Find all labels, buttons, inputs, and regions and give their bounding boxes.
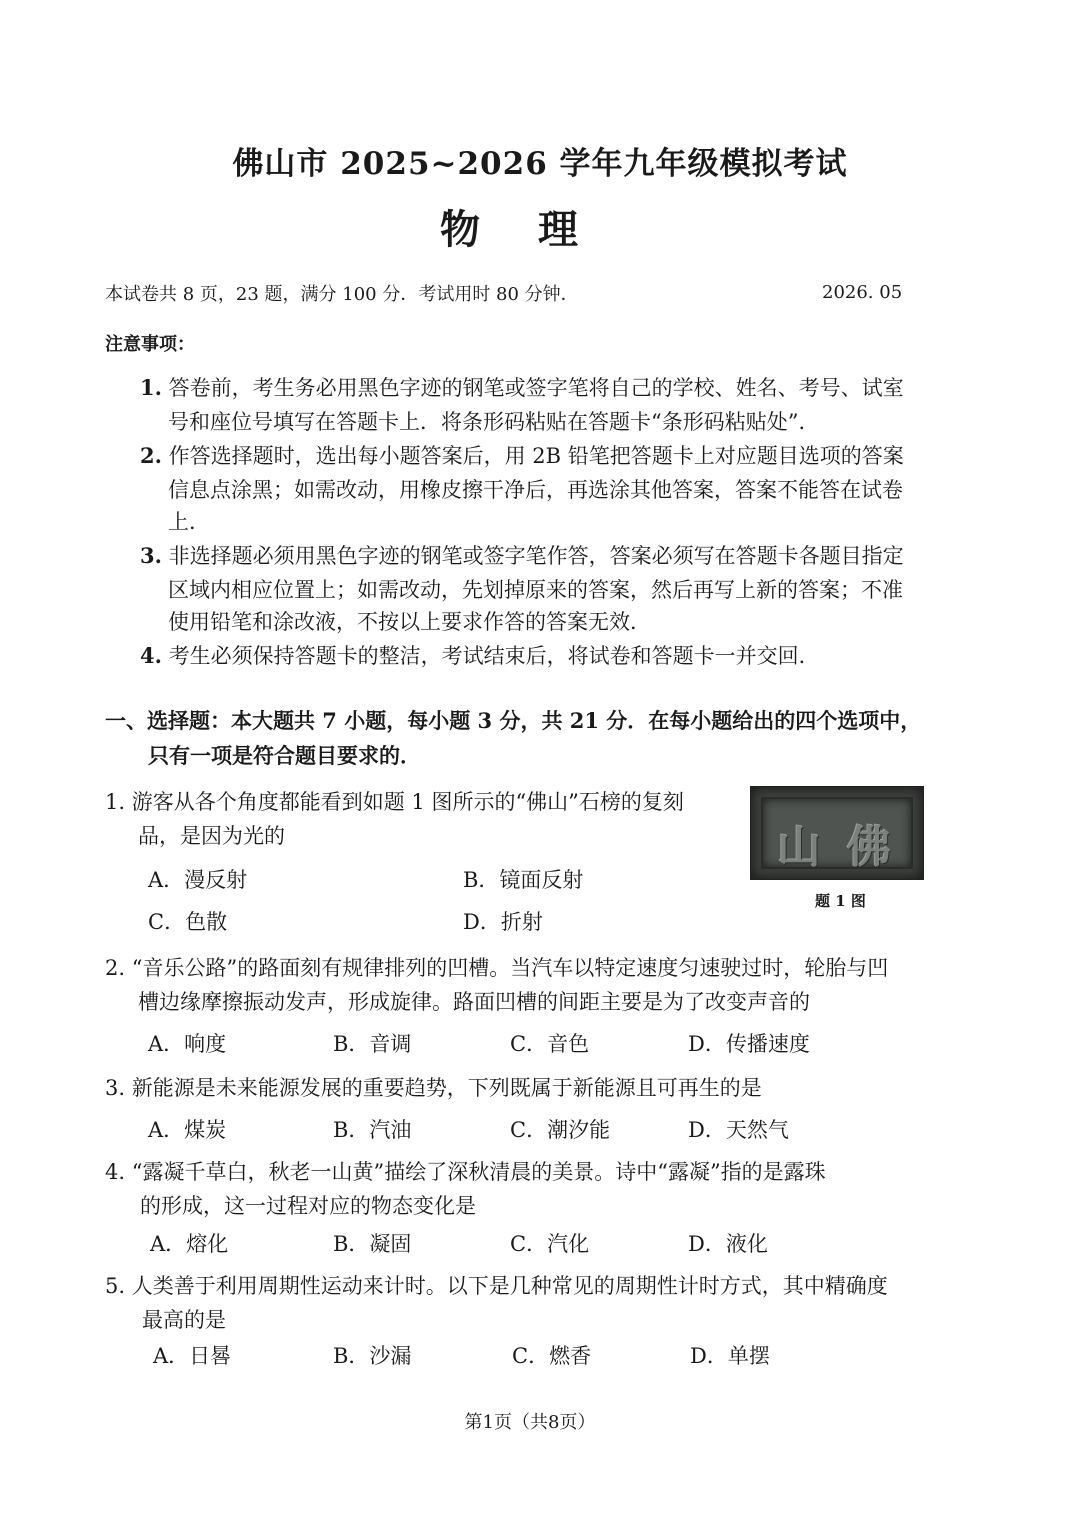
notice-text: 使用铅笔和涂改液，不按以上要求作答的答案无效． [168, 610, 651, 634]
option-a[interactable]: A．漫反射 [148, 868, 248, 892]
question-text: 的形成，这一过程对应的物态变化是 [140, 1194, 476, 1218]
exam-date: 2026. 05 [822, 282, 903, 303]
option-c[interactable]: C．汽化 [510, 1232, 590, 1256]
option-b[interactable]: B．凝固 [333, 1232, 412, 1256]
option-b[interactable]: B．汽油 [333, 1118, 412, 1142]
question-text: 新能源是未来能源发展的重要趋势，下列既属于新能源且可再生的是 [131, 1076, 762, 1100]
plaque-frame [761, 797, 913, 873]
notice-text: 上． [168, 510, 210, 534]
plaque-char: 佛 [847, 822, 891, 873]
option-a[interactable]: A．煤炭 [148, 1118, 227, 1142]
notice-item-3 [140, 540, 904, 570]
option-d[interactable]: D．液化 [688, 1232, 768, 1256]
option-d[interactable]: D．折射 [463, 910, 543, 934]
question-text: “露凝千草白，秋老一山黄”描绘了深秋清晨的美景。诗中“露凝”指的是露珠 [131, 1160, 826, 1184]
exam-info: 本试卷共 8 页，23 题，满分 100 分．考试用时 80 分钟． [105, 284, 579, 305]
notice-text: 答卷前，考生务必用黑色字迹的钢笔或签字笔将自己的学校、姓名、考号、试室 [168, 376, 904, 400]
notice-text: 非选择题必须用黑色字迹的钢笔或签字笔作答，答案必须写在答题卡各题目指定 [168, 544, 904, 568]
notice-item-4 [140, 640, 820, 670]
question-text: 槽边缘摩擦振动发声，形成旋律。路面凹槽的间距主要是为了改变声音的 [138, 990, 810, 1014]
question-text: 最高的是 [142, 1308, 226, 1332]
question-number: 4. [105, 1160, 126, 1184]
subject-title: 物 理 [440, 206, 600, 253]
question-4 [105, 1156, 826, 1186]
option-c[interactable]: C．燃香 [512, 1344, 592, 1368]
notice-item-1 [140, 372, 904, 402]
notice-heading: 注意事项： [105, 334, 195, 355]
option-b[interactable]: B．镜面反射 [463, 868, 584, 892]
section-heading-cont: 只有一项是符合题目要求的． [148, 743, 421, 768]
notice-number: 2. [140, 443, 162, 468]
option-a[interactable]: A．日晷 [153, 1344, 232, 1368]
notice-text: 考生必须保持答题卡的整洁，考试结束后，将试卷和答题卡一并交回． [168, 644, 820, 668]
option-b[interactable]: B．音调 [333, 1032, 412, 1056]
question-number: 5. [105, 1274, 126, 1298]
question-text: “音乐公路”的路面刻有规律排列的凹槽。当汽车以特定速度匀速驶过时，轮胎与凹 [131, 956, 889, 980]
question-5 [105, 1270, 888, 1300]
option-c[interactable]: C．音色 [510, 1032, 590, 1056]
question-text: 品，是因为光的 [138, 824, 285, 848]
notice-number: 1. [140, 375, 162, 400]
notice-text: 号和座位号填写在答题卡上．将条形码粘贴在答题卡“条形码粘贴处”． [168, 410, 820, 434]
option-a[interactable]: A．响度 [148, 1032, 227, 1056]
question-text: 游客从各个角度都能看到如题 1 图所示的“佛山”石榜的复刻 [131, 790, 684, 814]
page-footer: 第1页（共8页） [464, 1412, 596, 1433]
stone-plaque-image [750, 786, 924, 880]
notice-text: 作答选择题时，选出每小题答案后，用 2B 铅笔把答题卡上对应题目选项的答案 [168, 444, 904, 468]
notice-number: 3. [140, 543, 162, 568]
question-3 [105, 1072, 762, 1102]
option-d[interactable]: D．单摆 [690, 1344, 770, 1368]
option-b[interactable]: B．沙漏 [333, 1344, 412, 1368]
option-c[interactable]: C．潮汐能 [510, 1118, 611, 1142]
question-number: 1. [105, 790, 126, 814]
question-1 [105, 786, 684, 816]
section-heading: 一、选择题：本大题共 7 小题，每小题 3 分，共 21 分．在每小题给出的四个选项中， [105, 708, 922, 733]
option-a[interactable]: A．熔化 [150, 1232, 229, 1256]
question-number: 3. [105, 1076, 126, 1100]
option-d[interactable]: D．天然气 [688, 1118, 789, 1142]
notice-number: 4. [140, 643, 162, 668]
notice-item-2 [140, 440, 904, 470]
question-text: 人类善于利用周期性运动来计时。以下是几种常见的周期性计时方式，其中精确度 [131, 1274, 888, 1298]
notice-text: 区域内相应位置上；如需改动，先划掉原来的答案，然后再写上新的答案；不准 [168, 578, 903, 602]
option-d[interactable]: D．传播速度 [688, 1032, 810, 1056]
question-number: 2. [105, 956, 126, 980]
figure-caption: 题 1 图 [815, 892, 866, 910]
option-c[interactable]: C．色散 [148, 910, 228, 934]
exam-title: 佛山市 2025~2026 学年九年级模拟考试 [232, 146, 848, 182]
plaque-char: 山 [777, 822, 821, 873]
notice-text: 信息点涂黑；如需改动，用橡皮擦干净后，再选涂其他答案，答案不能答在试卷 [168, 478, 903, 502]
question-2 [105, 952, 888, 982]
